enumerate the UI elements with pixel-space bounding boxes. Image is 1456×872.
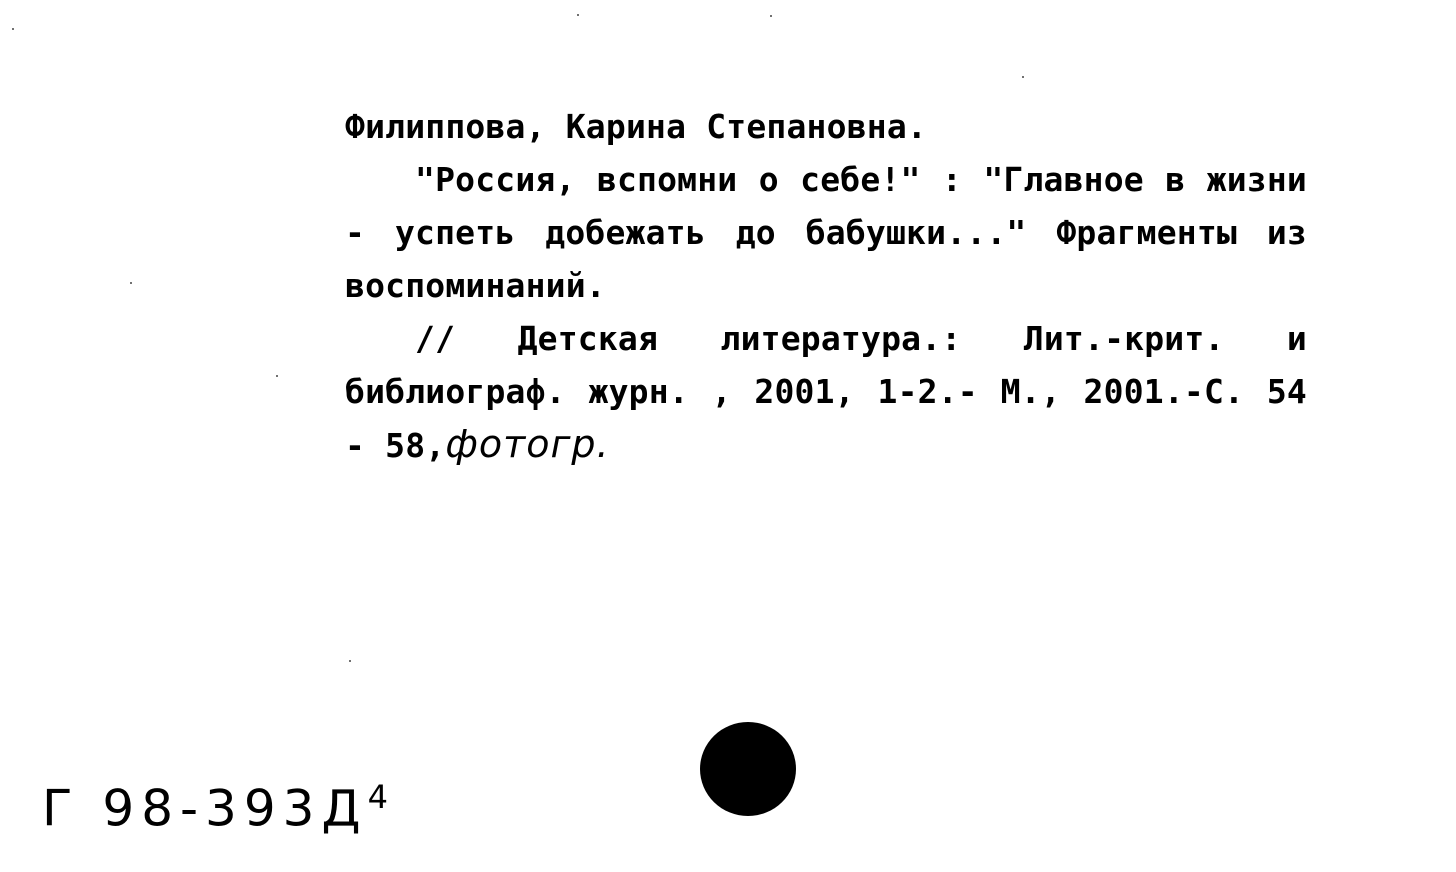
scan-speck — [770, 15, 772, 17]
source-text: // Детская литература.: Лит.-крит. и библиограф. журн. , 2001, 1-2.- М., 2001.-С. 54 - 58, — [345, 319, 1307, 465]
source-line — [345, 312, 1307, 472]
author-line: Филиппова, Карина Степановна. — [345, 107, 927, 146]
scan-speck — [349, 660, 351, 662]
bibliographic-entry — [345, 100, 1307, 472]
scan-speck — [12, 28, 14, 30]
title-line: "Россия, вспомни о себе!" : "Главное в жизни - успеть добежать до бабушки..." Фрагменты из воспоминаний. — [345, 160, 1307, 305]
scan-speck — [577, 14, 579, 16]
scan-speck — [130, 282, 132, 284]
scan-speck — [276, 375, 278, 377]
handwritten-note: фотогр. — [445, 422, 610, 466]
shelfmark-superscript: 4 — [367, 778, 388, 816]
scan-speck — [1022, 76, 1024, 78]
shelfmark-code: Г 98-393Д — [42, 779, 368, 838]
punched-hole — [700, 722, 796, 816]
shelfmark — [42, 778, 388, 838]
